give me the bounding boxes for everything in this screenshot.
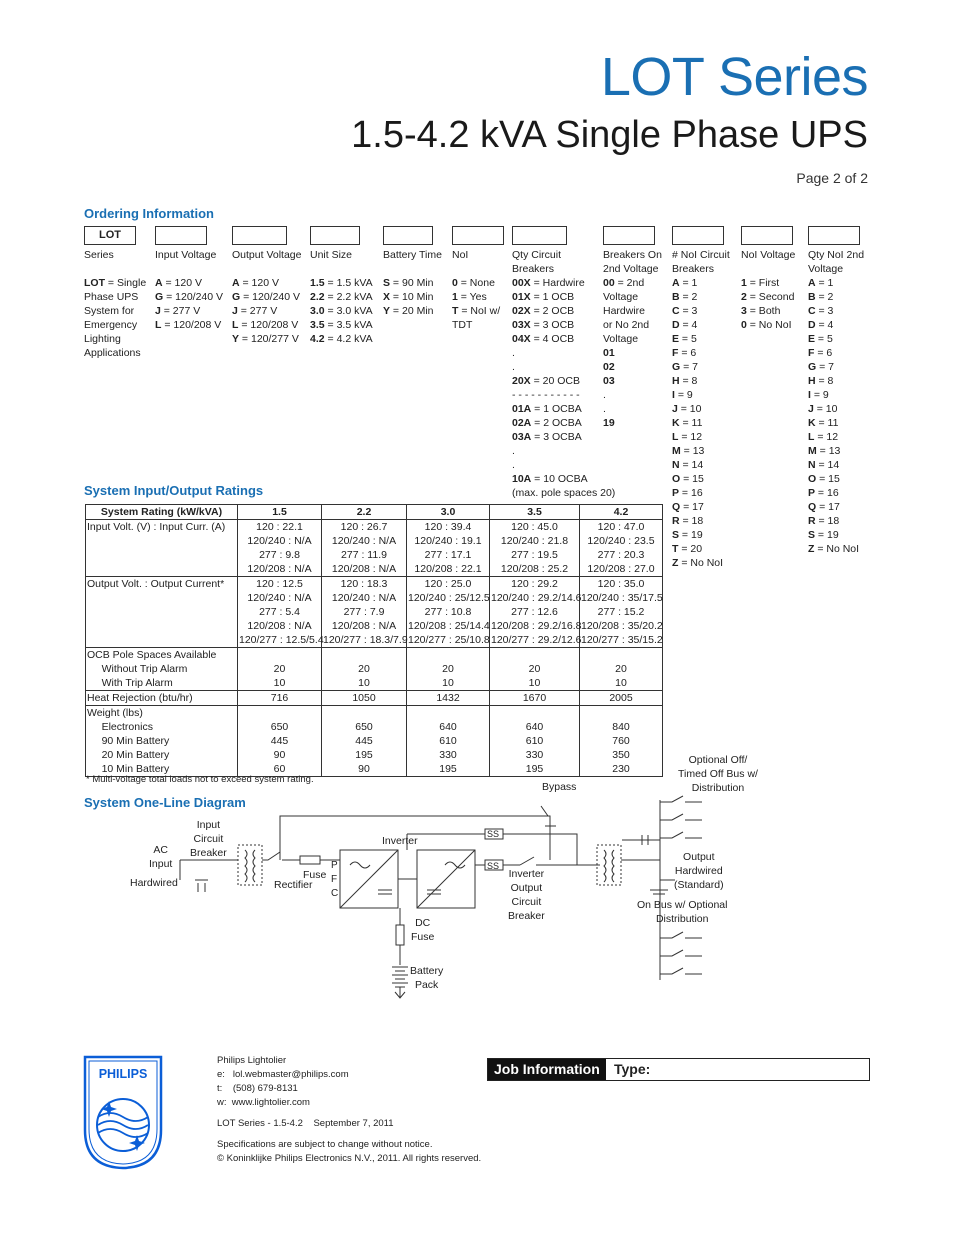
table-cell: 20 10 xyxy=(407,648,490,691)
row-label: OCB Pole Spaces Available Without Trip Alarm With Trip Alarm xyxy=(86,648,238,691)
footer-copyright: © Koninklijke Philips Electronics N.V., 2011. All rights reserved. xyxy=(217,1153,482,1164)
table-cell: 650 445 90 60 xyxy=(238,706,322,777)
table-cell: 120 : 25.0 120/240 : 25/12.5 277 : 10.8 120/208 : 25/14.4 120/277 : 25/10.8 xyxy=(408,578,490,646)
col-battery-time: Battery Time S = 90 Min X = 10 Min Y = 20 Min xyxy=(383,249,442,317)
table-cell: 20 10 xyxy=(322,648,407,691)
table-cell: 120 : 12.5 120/240 : N/A 277 : 5.4 120/208 : N/A 120/277 : 12.5/5.4 xyxy=(239,578,324,646)
col-unit-size: Unit Size 1.5 = 1.5 kVA 2.2 = 2.2 kVA 3.0 = 3.0 kVA 3.5 = 3.5 kVA 4.2 = 4.2 kVA xyxy=(310,249,373,345)
ratings-header-cell: System Rating (kW/kVA) xyxy=(86,505,238,520)
col-breakers-2nd: Breakers On 2nd Voltage 00 = 2nd Voltage Hardwire or No 2nd Voltage 01 02 03 . . 19 xyxy=(603,249,662,429)
pfc-f-label: F xyxy=(331,874,338,885)
table-cell: 1670 xyxy=(490,691,580,706)
ordering-heading: Ordering Information xyxy=(84,206,214,221)
optional-off-label: Optional Off/ Timed Off Bus w/ Distribution xyxy=(678,754,758,794)
hardwired-ground xyxy=(180,860,208,892)
table-cell: 2005 xyxy=(580,691,663,706)
table-row xyxy=(86,648,663,691)
ratings-header-cell: 2.2 xyxy=(322,505,407,520)
table-cell: 716 xyxy=(238,691,322,706)
ratings-header-cell: 3.5 xyxy=(490,505,580,520)
table-cell: 20 10 xyxy=(238,648,322,691)
ratings-table xyxy=(85,504,663,777)
ratings-footnote: * Multi-voltage total loads not to exceed system rating. xyxy=(86,774,314,785)
pfc-p-label: P xyxy=(331,860,338,871)
qty-noi-2nd-box xyxy=(808,226,860,245)
col-noi-breakers: # NoI Circuit Breakers A = 1 B = 2 C = 3 D = 4 E = 5 F = 6 G = 7 H = 8 I = 9 J = 10 K = 11 L = 12 M = 13 N = 14 O = 15 P = 16 Q = 17 R = 18 S = 19 T = 20 Z = No NoI xyxy=(672,249,730,569)
fuse-label: Fuse xyxy=(303,869,327,881)
table-cell: 20 10 xyxy=(490,648,580,691)
output-voltage-box xyxy=(232,226,287,245)
page-title: LOT Series xyxy=(600,47,868,107)
noi-box xyxy=(452,226,504,245)
inverter-label: Inverter xyxy=(382,835,418,847)
output-hardwired-label: Output Hardwired (Standard) xyxy=(674,851,724,891)
col-input-voltage: Input Voltage A = 120 V G = 120/240 V J = 277 V L = 120/208 V xyxy=(155,249,224,331)
ratings-heading: System Input/Output Ratings xyxy=(84,483,264,498)
ss2-label: SS xyxy=(487,861,500,871)
footer-web: w: www.lightolier.com xyxy=(217,1097,310,1108)
input-breaker-label: Input Circuit Breaker xyxy=(190,819,227,859)
on-bus-label: On Bus w/ Optional Distribution xyxy=(637,899,728,925)
table-cell: 120 : 35.0 120/240 : 35/17.5 277 : 15.2 120/208 : 35/20.2 120/277 : 35/15.2 xyxy=(581,578,663,646)
table-cell: 120 : 26.7 120/240 : N/A 277 : 11.9 120/208 : N/A xyxy=(322,520,407,577)
col-qty-breakers: Qty Circuit Breakers 00X = Hardwire 01X = 1 OCB 02X = 2 OCB 03X = 3 OCB 04X = 4 OCB . . 20X = 20 OCB - - - - - - - - - - - 01A = 1 OCBA 02A = 2 OCBA 03A = 3 OCBA . . 10A = 10 OCBA (max. pole spaces 20) xyxy=(512,249,616,499)
ac-input-label: AC Input xyxy=(149,844,173,870)
ratings-header-row xyxy=(86,505,663,520)
dc-fuse-symbol xyxy=(396,925,404,945)
footer-doc: LOT Series - 1.5-4.2 September 7, 2011 xyxy=(217,1118,394,1129)
col-noi-voltage: NoI Voltage 1 = First 2 = Second 3 = Both 0 = No NoI xyxy=(741,249,796,331)
table-cell: 20 10 xyxy=(580,648,663,691)
page-subtitle: 1.5-4.2 kVA Single Phase UPS xyxy=(351,114,868,156)
one-line-diagram xyxy=(0,780,954,1010)
table-cell: 1050 xyxy=(322,691,407,706)
output-transformer xyxy=(597,845,621,885)
table-cell: 120 : 39.4 120/240 : 19.1 277 : 17.1 120/208 : 22.1 xyxy=(407,520,490,577)
series-box: LOT xyxy=(84,226,136,245)
ratings-header-cell: 1.5 xyxy=(238,505,322,520)
table-cell: 120 : 29.2 120/240 : 29.2/14.6 277 : 12.6 120/208 : 29.2/16.8 120/277 : 29.2/12.6 xyxy=(491,578,582,646)
footer-spec: Specifications are subject to change without notice. xyxy=(217,1139,433,1150)
battery-symbol xyxy=(392,967,408,987)
job-information-label: Job Information xyxy=(488,1059,606,1080)
unit-size-box xyxy=(310,226,360,245)
row-label: Weight (lbs) Electronics 90 Min Battery 20 Min Battery 10 Min Battery xyxy=(86,706,238,777)
col-qty-noi-2nd: Qty NoI 2nd Voltage A = 1 B = 2 C = 3 D = 4 E = 5 F = 6 G = 7 H = 8 I = 9 J = 10 K = 11 L = 12 M = 13 N = 14 O = 15 P = 16 Q = 17 R = 18 S = 19 Z = No NoI xyxy=(808,249,865,555)
table-cell: 640 610 330 195 xyxy=(490,706,580,777)
table-cell: 640 610 330 195 xyxy=(407,706,490,777)
table-cell: 120 : 18.3 120/240 : N/A 277 : 7.9 120/208 : N/A 120/277 : 18.3/7.9 xyxy=(323,578,408,646)
table-cell: 650 445 195 90 xyxy=(322,706,407,777)
diagram-heading: System One-Line Diagram xyxy=(84,795,246,810)
col-output-voltage: Output Voltage A = 120 V G = 120/240 V J = 277 V L = 120/208 V Y = 120/277 V xyxy=(232,249,302,345)
fuse-symbol xyxy=(300,856,320,864)
input-transformer xyxy=(238,845,262,885)
pfc-c-label: C xyxy=(331,888,339,899)
col-noi: NoI 0 = None 1 = Yes T = NoI w/ TDT xyxy=(452,249,501,331)
philips-shield-logo xyxy=(83,1055,163,1170)
battery-time-box xyxy=(383,226,433,245)
row-label: Input Volt. (V) : Input Curr. (A) xyxy=(86,520,238,577)
noi-voltage-box xyxy=(741,226,793,245)
table-cell: 120 : 22.1 120/240 : N/A 277 : 9.8 120/208 : N/A xyxy=(238,520,322,577)
noi-breakers-box xyxy=(672,226,724,245)
inverter-ocb-label: Inverter Output Circuit Breaker xyxy=(508,868,545,922)
row-label: Output Volt. : Output Current* xyxy=(86,577,238,648)
ss1-label: SS xyxy=(487,829,500,839)
table-cell: 840 760 350 230 xyxy=(580,706,663,777)
breakers-2nd-box xyxy=(603,226,655,245)
input-voltage-box xyxy=(155,226,207,245)
col-series: Series LOT = Single Phase UPS System for Emergency Lighting Applications xyxy=(84,249,147,359)
table-cell: 1432 xyxy=(407,691,490,706)
job-information-box xyxy=(487,1058,870,1081)
ratings-header-cell: 3.0 xyxy=(407,505,490,520)
table-row xyxy=(86,577,663,648)
bypass-label: Bypass xyxy=(542,781,577,793)
qty-breakers-box xyxy=(512,226,567,245)
table-row xyxy=(86,520,663,577)
row-label: Heat Rejection (btu/hr) xyxy=(86,691,238,706)
footer-company: Philips Lightolier xyxy=(217,1055,287,1066)
table-row xyxy=(86,706,663,777)
ratings-header-cell: 4.2 xyxy=(580,505,663,520)
rectifier-label: Rectifier xyxy=(274,879,313,891)
type-field[interactable]: Type: xyxy=(614,1061,651,1077)
hardwired-label: Hardwired xyxy=(130,877,178,889)
dc-fuse-label: DC Fuse xyxy=(411,917,435,943)
battery-label: Battery Pack xyxy=(410,965,444,991)
table-cell: 120 : 45.0 120/240 : 21.8 277 : 19.5 120/208 : 25.2 xyxy=(490,520,580,577)
table-cell: 120 : 47.0 120/240 : 23.5 277 : 20.3 120/208 : 27.0 xyxy=(580,520,663,577)
philips-logo-text: PHILIPS xyxy=(98,1067,148,1081)
table-row xyxy=(86,691,663,706)
footer-email: e: lol.webmaster@philips.com xyxy=(217,1069,349,1080)
page-number: Page 2 of 2 xyxy=(796,170,868,186)
footer-phone: t: (508) 679-8131 xyxy=(217,1083,298,1094)
